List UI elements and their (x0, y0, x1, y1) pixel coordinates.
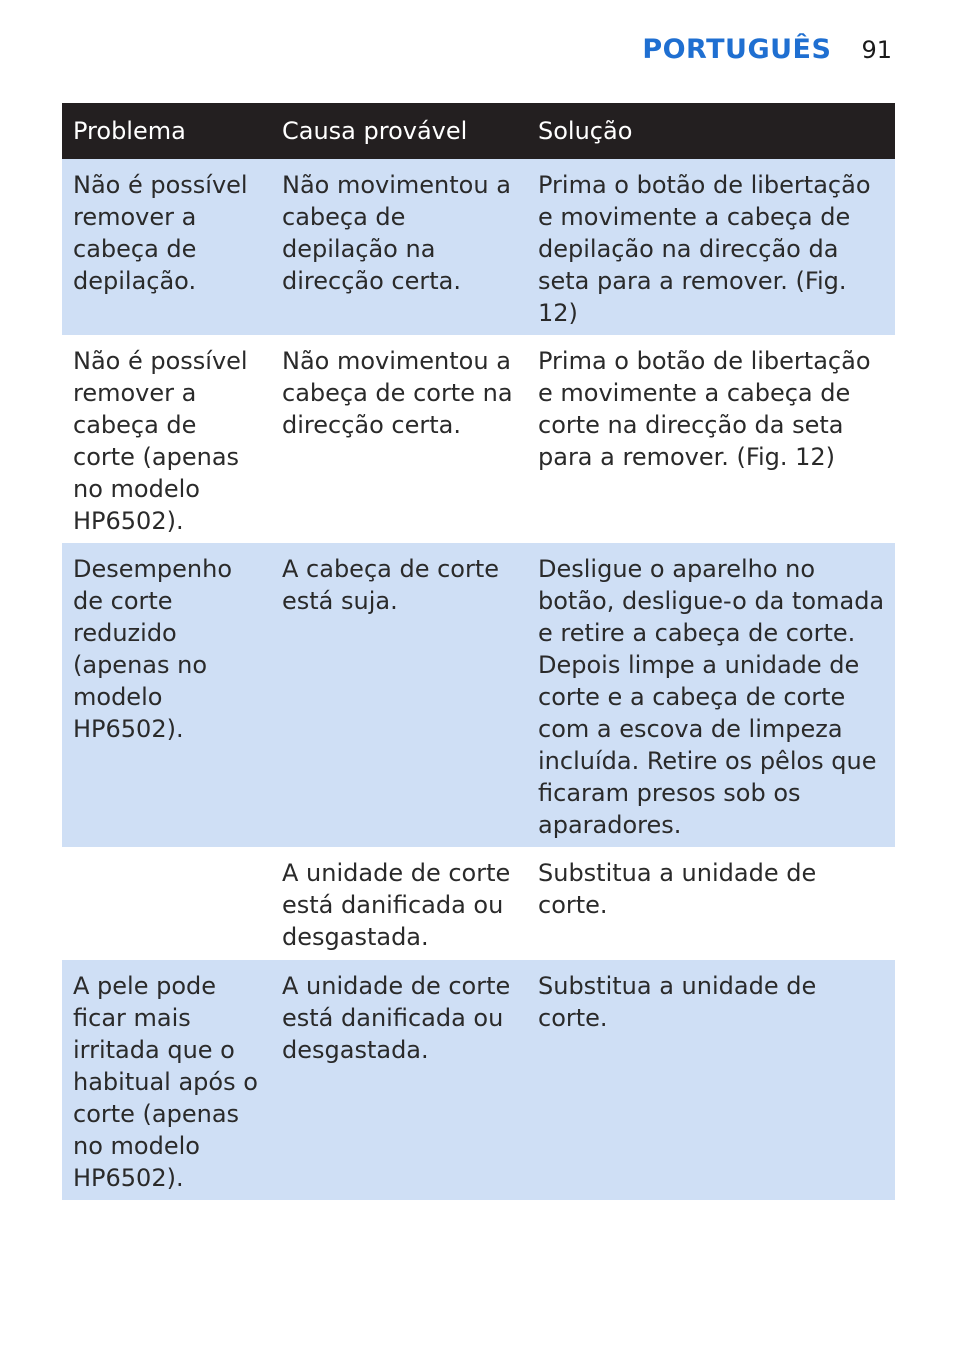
page-header (642, 34, 892, 65)
cause-cell: A cabeça de corte está suja. (271, 543, 527, 847)
table-row (62, 335, 895, 543)
solution-cell: Prima o botão de libertação e movimente a cabeça de depilação na direcção da seta para a remover. (Fig. 12) (527, 159, 895, 335)
problem-cell: Não é possível remover a cabeça de depilação. (62, 159, 271, 335)
table-row (62, 159, 895, 335)
column-header-problem: Problema (62, 103, 271, 159)
cause-cell: A unidade de corte está danificada ou desgastada. (271, 960, 527, 1200)
problem-cell: Não é possível remover a cabeça de corte (apenas no modelo HP6502). (62, 335, 271, 543)
problem-cell: Desempenho de corte reduzido (apenas no modelo HP6502). (62, 543, 271, 847)
language-title: PORTUGUÊS (642, 34, 832, 65)
cause-cell: Não movimentou a cabeça de corte na direcção certa. (271, 335, 527, 543)
column-header-cause: Causa provável (271, 103, 527, 159)
solution-cell: Prima o botão de libertação e movimente a cabeça de corte na direcção da seta para a remover. (Fig. 12) (527, 335, 895, 543)
table-header (62, 103, 895, 159)
table-row (62, 543, 895, 847)
table-body (62, 159, 895, 1200)
table-row (62, 960, 895, 1200)
cause-cell: Não movimentou a cabeça de depilação na direcção certa. (271, 159, 527, 335)
troubleshooting-table (62, 103, 895, 1200)
problem-cell (62, 847, 271, 960)
table-row (62, 847, 895, 960)
page-number: 91 (861, 36, 892, 64)
solution-cell: Substitua a unidade de corte. (527, 847, 895, 960)
table-header-row (62, 103, 895, 159)
solution-cell: Substitua a unidade de corte. (527, 960, 895, 1200)
solution-cell: Desligue o aparelho no botão, desligue-o da tomada e retire a cabeça de corte. Depois limpe a unidade de corte e a cabeça de corte com a escova de limpeza incluída. Retire os pêlos que ficaram presos sob os aparadores. (527, 543, 895, 847)
column-header-solution: Solução (527, 103, 895, 159)
cause-cell: A unidade de corte está danificada ou desgastada. (271, 847, 527, 960)
problem-cell: A pele pode ficar mais irritada que o habitual após o corte (apenas no modelo HP6502). (62, 960, 271, 1200)
